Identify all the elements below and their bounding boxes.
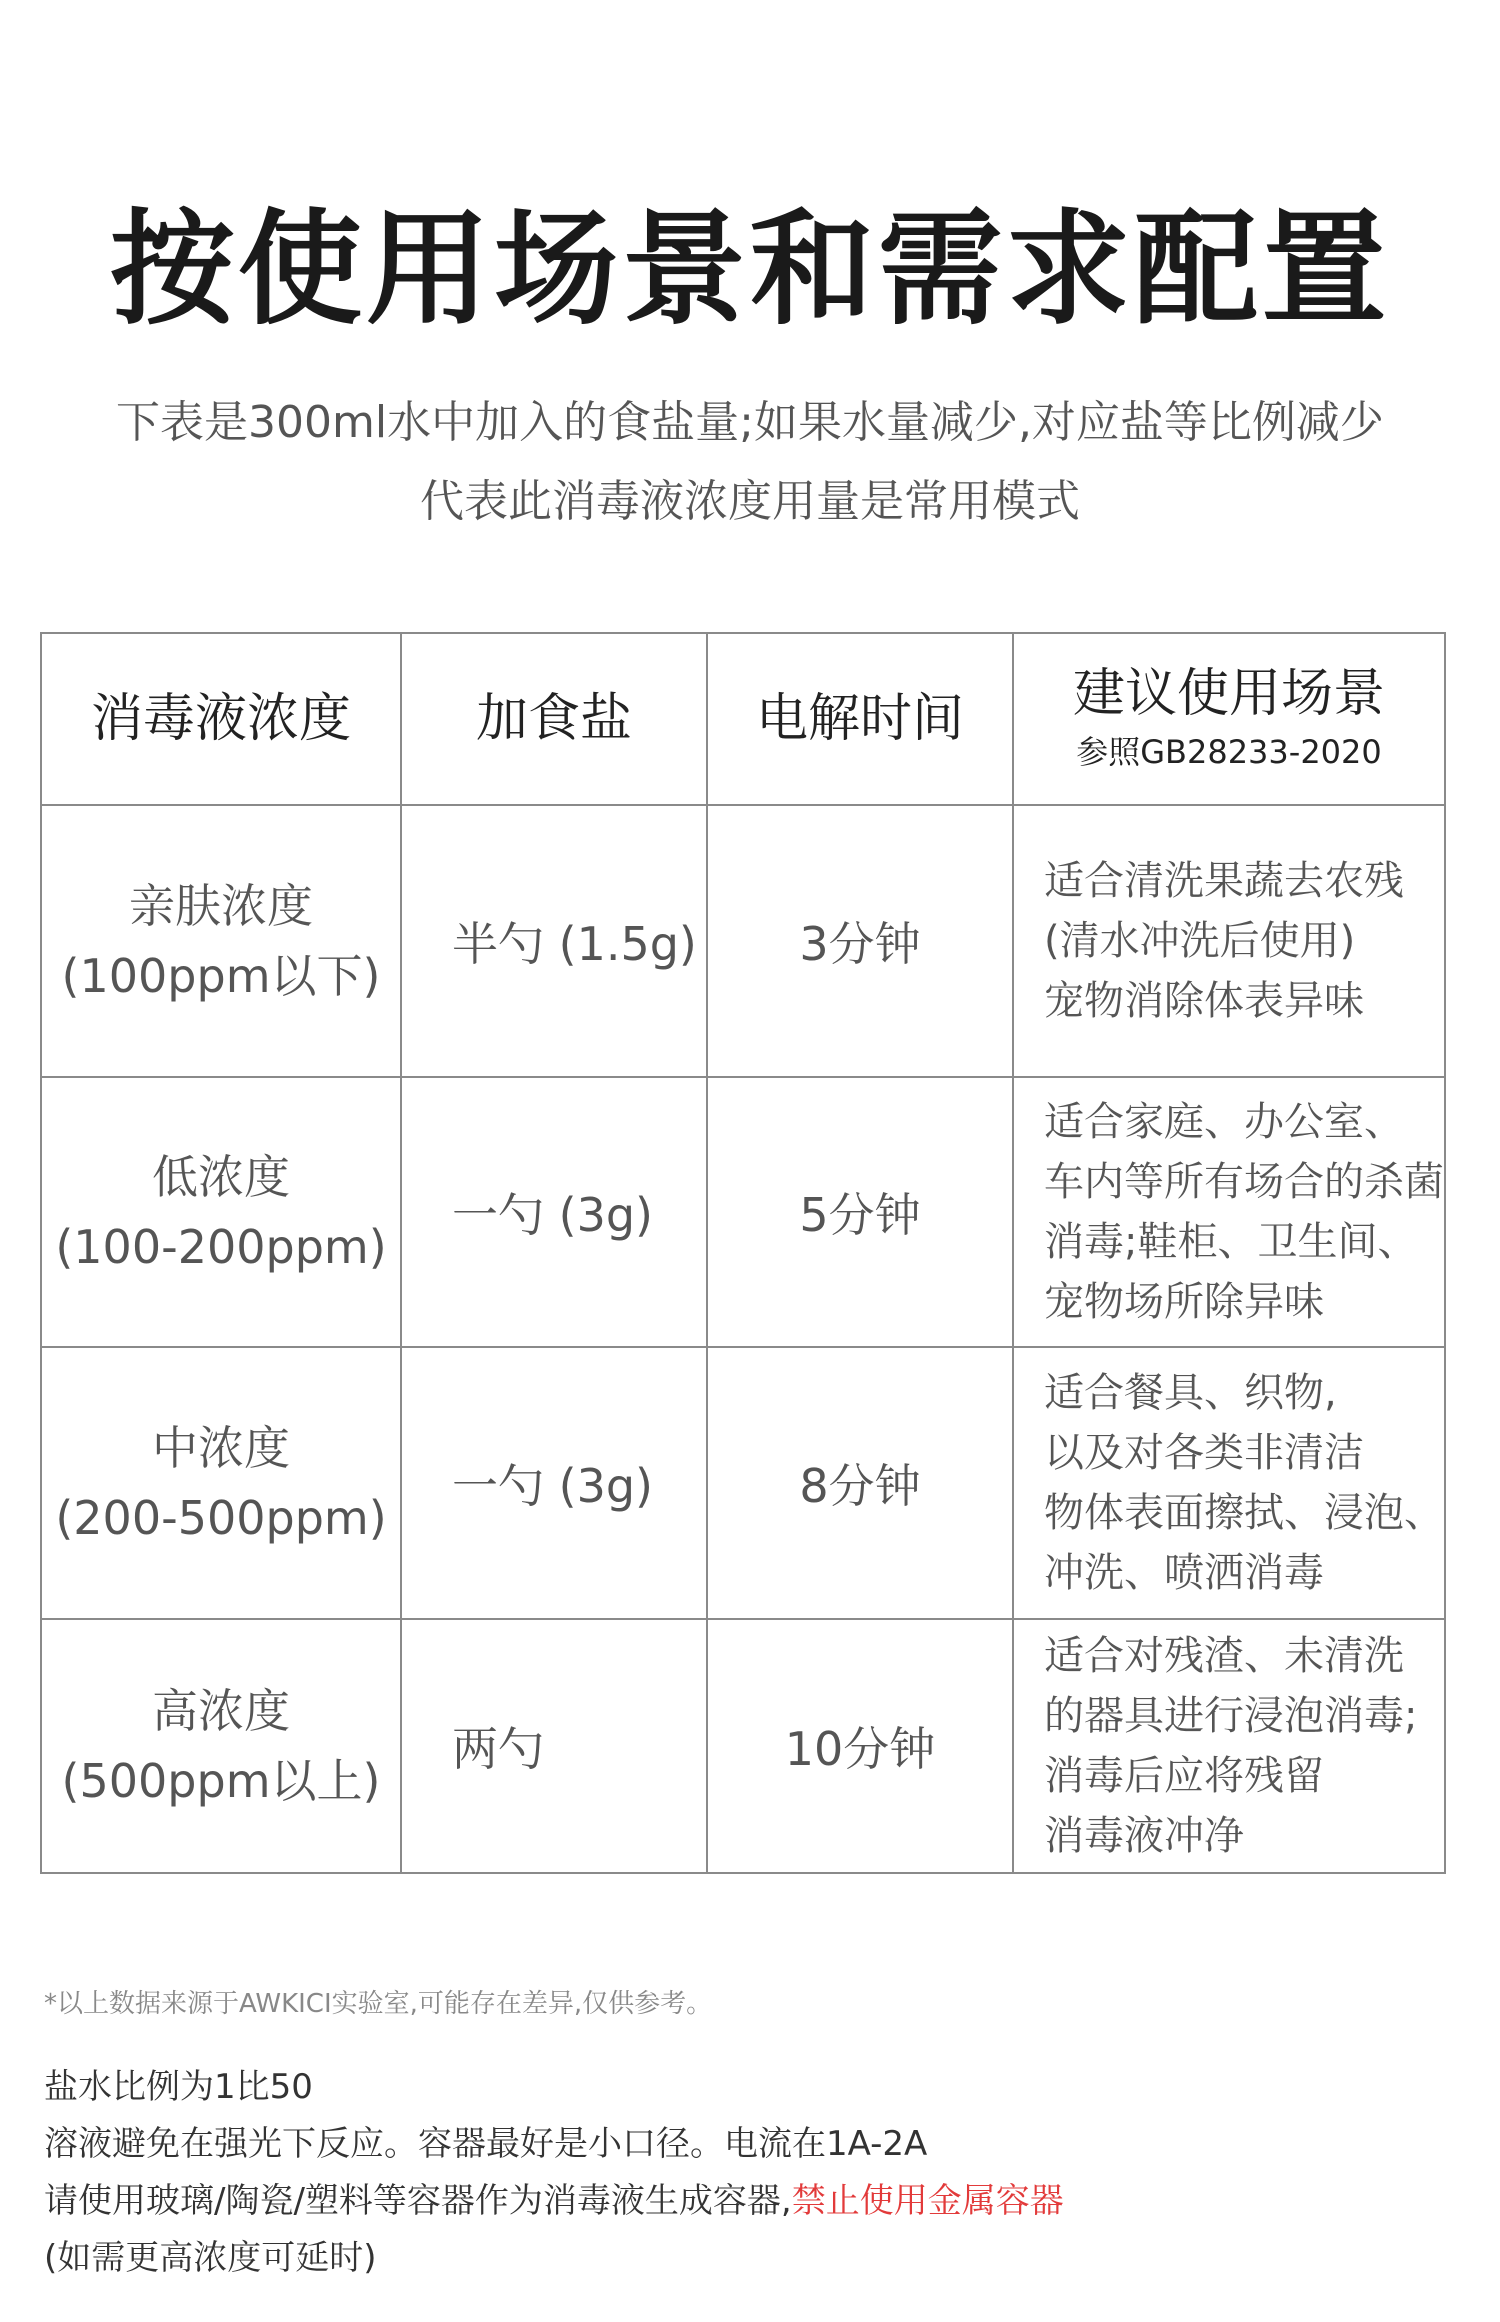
time-cell: 10分钟 bbox=[707, 1619, 1013, 1873]
subtitle-line-1: 下表是300ml水中加入的食盐量;如果水量减少,对应盐等比例减少 bbox=[116, 397, 1384, 448]
scene-cell: 适合对残渣、未清洗 的器具进行浸泡消毒; 消毒后应将残留 消毒液冲净 bbox=[1013, 1619, 1445, 1873]
table-row bbox=[41, 1619, 1445, 1873]
scene-cell: 适合餐具、织物, 以及对各类非清洁 物体表面擦拭、浸泡、 冲洗、喷洒消毒 bbox=[1013, 1347, 1445, 1619]
subtitle-line-2: 代表此消毒液浓度用量是常用模式 bbox=[420, 476, 1080, 527]
salt-cell: 半勺 (1.5g) bbox=[401, 805, 707, 1077]
salt-cell: 两勺 bbox=[401, 1619, 707, 1873]
concentration-cell: 中浓度 (200-500ppm) bbox=[41, 1347, 401, 1619]
concentration-cell: 高浓度 (500ppm以上) bbox=[41, 1619, 401, 1873]
header-scene-reference: 参照GB28233-2020 bbox=[1076, 733, 1382, 771]
table-header-row bbox=[41, 633, 1445, 805]
header-time: 电解时间 bbox=[707, 633, 1013, 805]
table-row bbox=[41, 805, 1445, 1077]
scene-cell: 适合清洗果蔬去农残 (清水冲洗后使用) 宠物消除体表异味 bbox=[1013, 805, 1445, 1077]
page-title: 按使用场景和需求配置 bbox=[109, 198, 1390, 342]
table-row bbox=[41, 1347, 1445, 1619]
salt-cell: 一勺 (3g) bbox=[401, 1347, 707, 1619]
salt-cell: 一勺 (3g) bbox=[401, 1077, 707, 1347]
concentration-cell: 亲肤浓度 (100ppm以下) bbox=[41, 805, 401, 1077]
time-cell: 3分钟 bbox=[707, 805, 1013, 1077]
table-row bbox=[41, 1077, 1445, 1347]
header-scene-label: 建议使用场景 bbox=[1072, 664, 1385, 724]
header-scene bbox=[1013, 633, 1445, 805]
concentration-cell: 低浓度 (100-200ppm) bbox=[41, 1077, 401, 1347]
scene-cell: 适合家庭、办公室、 车内等所有场合的杀菌 消毒;鞋柜、卫生间、 宠物场所除异味 bbox=[1013, 1077, 1445, 1347]
header-salt: 加食盐 bbox=[401, 633, 707, 805]
time-cell: 8分钟 bbox=[707, 1347, 1013, 1619]
note-salt-ratio: 盐水比例为1比50 bbox=[44, 2067, 313, 2107]
note-container-text: 请使用玻璃/陶瓷/塑料等容器作为消毒液生成容器, bbox=[44, 2181, 792, 2221]
note-container bbox=[44, 2178, 1064, 2224]
note-caution: 溶液避免在强光下反应。容器最好是小口径。电流在1A-2A bbox=[44, 2124, 928, 2164]
header-concentration: 消毒液浓度 bbox=[41, 633, 401, 805]
config-table bbox=[40, 632, 1446, 1874]
note-metal-warning: 禁止使用金属容器 bbox=[791, 2181, 1064, 2221]
data-source-footnote: *以上数据来源于AWKICI实验室,可能存在差异,仅供参考。 bbox=[44, 1989, 713, 2019]
time-cell: 5分钟 bbox=[707, 1077, 1013, 1347]
note-extend-time: (如需更高浓度可延时) bbox=[44, 2238, 377, 2278]
